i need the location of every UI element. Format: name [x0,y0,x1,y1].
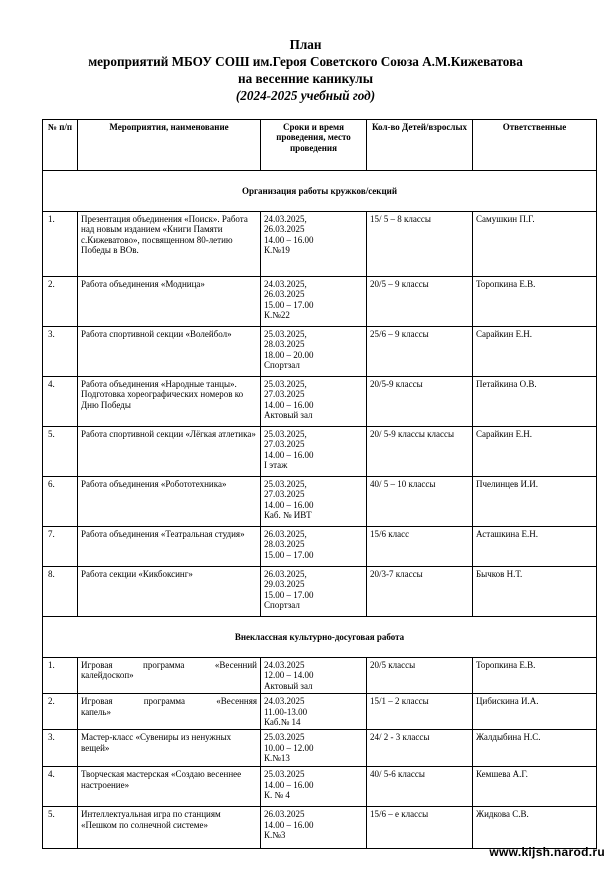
row-dates: 26.03.2025 14.00 – 16.00 К.№3 [261,807,367,849]
row-number: 2. [43,694,78,730]
table-row [43,427,597,477]
table-row [43,567,597,617]
event-line: капель» [81,706,112,717]
row-dates: 24.03.2025 11.00-13.00 Каб.№ 14 [261,694,367,730]
section-title: Организация работы кружков/секций [43,171,597,212]
row-responsible: Самушкин П.Г. [473,212,597,277]
row-event: Работа секции «Кикбоксинг» [78,567,261,617]
row-responsible: Бычков Н.Т. [473,567,597,617]
row-dates: 26.03.2025, 29.03.2025 15.00 – 17.00 Спортзал [261,567,367,617]
header-dates: Сроки и время проведения, место проведения [261,120,367,171]
row-number: 7. [43,527,78,567]
row-number: 5. [43,807,78,849]
row-number: 8. [43,567,78,617]
row-count: 20/5-9 классы [367,377,473,427]
row-dates: 25.03.2025 14.00 – 16.00 К. № 4 [261,767,367,807]
row-count: 15/ 5 – 8 классы [367,212,473,277]
table-row [43,377,597,427]
row-count: 20/3-7 классы [367,567,473,617]
row-event: Работа спортивной секции «Лёгкая атлетика» [78,427,261,477]
row-event [78,658,261,694]
row-responsible: Сарайкин Е.Н. [473,427,597,477]
row-responsible: Пчелинцев И.И. [473,477,597,527]
row-responsible: Сарайкин Е.Н. [473,327,597,377]
row-number: 3. [43,730,78,767]
row-dates: 25.03.2025, 27.03.2025 14.00 – 16.00 Каб. № ИВТ [261,477,367,527]
row-event: Работа объединения «Модница» [78,277,261,327]
table-row [43,277,597,327]
row-count: 24/ 2 - 3 классы [367,730,473,767]
table-row [43,327,597,377]
row-count: 15/6 класс [367,527,473,567]
table-row [43,767,597,807]
header-event: Мероприятия, наименование [78,120,261,171]
row-number: 4. [43,377,78,427]
row-count: 20/5 – 9 классы [367,277,473,327]
row-dates: 25.03.2025, 28.03.2025 18.00 – 20.00 Спортзал [261,327,367,377]
row-event: Мастер-класс «Сувениры из ненужных вещей» [78,730,261,767]
title-line-4: (2024-2025 учебный год) [235,88,376,103]
section-row [43,617,597,658]
row-number: 1. [43,658,78,694]
row-count: 20/ 5-9 классы классы [367,427,473,477]
row-responsible: Жидкова С.В. [473,807,597,849]
header-count: Кол-во Детей/взрослых [367,120,473,171]
row-count: 40/ 5-6 классы [367,767,473,807]
row-responsible: Кемшева А.Г. [473,767,597,807]
table-row [43,658,597,694]
row-event: Работа объединения «Театральная студия» [78,527,261,567]
title-line-1: План [289,37,322,52]
row-number: 2. [43,277,78,327]
document-title [0,36,611,104]
row-event [78,694,261,730]
row-count: 25/6 – 9 классы [367,327,473,377]
row-event: Работа объединения «Народные танцы». Подготовка хореографических номеров ко Дню Победы [78,377,261,427]
title-line-3: на весенние каникулы [238,71,373,86]
table-row [43,807,597,849]
row-event: Творческая мастерская «Создаю весеннее настроение» [78,767,261,807]
table-header-row [43,120,597,171]
row-dates: 25.03.2025, 27.03.2025 14.00 – 16.00 Актовый зал [261,377,367,427]
row-event: Работа спортивной секции «Волейбол» [78,327,261,377]
table-row [43,212,597,277]
row-event: Интеллектуальная игра по станциям «Пешком по солнечной системе» [78,807,261,849]
table-body [43,171,597,849]
row-responsible: Жалдыбина Н.С. [473,730,597,767]
row-count: 15/1 – 2 классы [367,694,473,730]
header-num: № п/п [43,120,78,171]
row-dates: 24.03.2025 12.00 – 14.00 Актовый зал [261,658,367,694]
row-number: 6. [43,477,78,527]
event-line: Игровая программа «Весенний [81,660,257,670]
table-row [43,527,597,567]
section-title: Внеклассная культурно-досуговая работа [43,617,597,658]
event-line: калейдоскоп» [81,670,134,681]
section-row [43,171,597,212]
event-line: Игровая программа «Весенняя [81,696,257,707]
row-event: Работа объединения «Робототехника» [78,477,261,527]
table-row [43,694,597,730]
row-number: 3. [43,327,78,377]
row-number: 5. [43,427,78,477]
row-dates: 25.03.2025 10.00 – 12.00 К.№13 [261,730,367,767]
row-responsible: Торопкина Е.В. [473,277,597,327]
events-table [42,119,597,849]
table-row [43,477,597,527]
row-number: 4. [43,767,78,807]
row-number: 1. [43,212,78,277]
title-line-2: мероприятий МБОУ СОШ им.Героя Советского Союза А.М.Кижеватова [88,54,523,69]
site-watermark: www.kijsh.narod.ru [489,845,605,859]
header-responsible: Ответственные [473,120,597,171]
row-responsible: Торопкина Е.В. [473,658,597,694]
row-responsible: Цибискина И.А. [473,694,597,730]
row-dates: 24.03.2025, 26.03.2025 15.00 – 17.00 К.№22 [261,277,367,327]
row-dates: 24.03.2025, 26.03.2025 14.00 – 16.00 К.№19 [261,212,367,277]
row-responsible: Петайкина О.В. [473,377,597,427]
row-dates: 26.03.2025, 28.03.2025 15.00 – 17.00 [261,527,367,567]
row-event: Презентация объединения «Поиск». Работа над новым изданием «Книги Памяти с.Кижеватово», посвященном 80-летию Победы в ВОв. [78,212,261,277]
table-row [43,730,597,767]
row-count: 20/5 классы [367,658,473,694]
row-count: 40/ 5 – 10 классы [367,477,473,527]
row-dates: 25.03.2025, 27.03.2025 14.00 – 16.00 I этаж [261,427,367,477]
row-responsible: Асташкина Е.Н. [473,527,597,567]
row-count: 15/6 – е классы [367,807,473,849]
